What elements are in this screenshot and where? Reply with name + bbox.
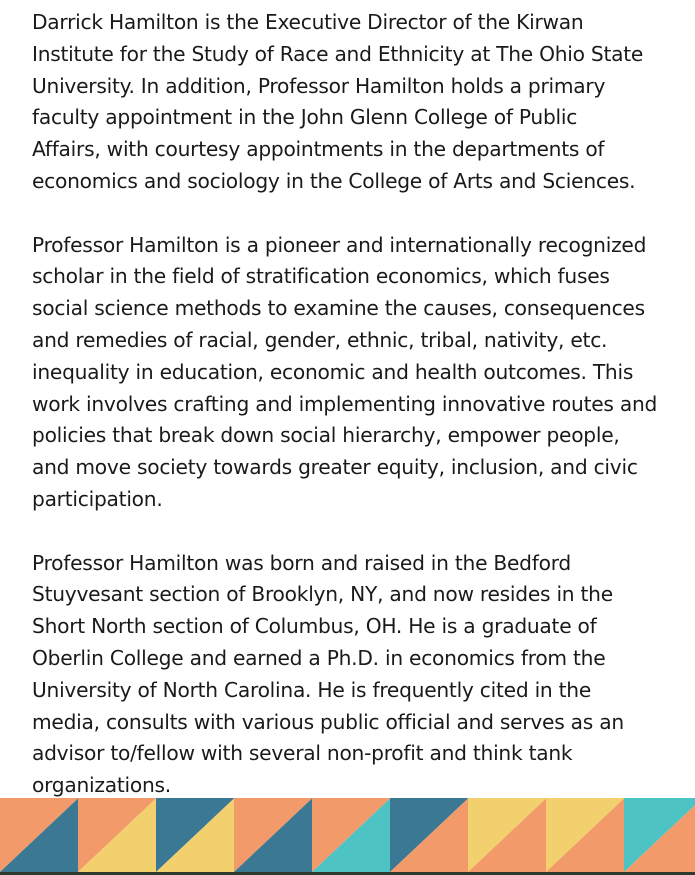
- pattern-tile: [390, 798, 469, 872]
- text-line: Professor Hamilton is a pioneer and internationally recognized: [32, 232, 647, 257]
- pattern-tile: [234, 798, 313, 872]
- text-line: media, consults with various public official and serves as an: [32, 709, 624, 734]
- pattern-tile: [312, 798, 391, 872]
- text-line: organizations.: [32, 773, 171, 798]
- pattern-tile: [156, 798, 235, 872]
- text-line: Darrick Hamilton is the Executive Director of the Kirwan: [32, 10, 584, 34]
- pattern-tile: [0, 798, 79, 872]
- text-line: Institute for the Study of Race and Ethnicity at The Ohio State: [32, 41, 644, 66]
- pattern-tile: [468, 798, 547, 872]
- text-line: inequality in education, economic and health outcomes. This: [32, 359, 634, 384]
- text-line: Stuyvesant section of Brooklyn, NY, and now resides in the: [32, 582, 613, 607]
- text-line: social science methods to examine the causes, consequences: [32, 296, 645, 321]
- bio-paragraph-2: [32, 230, 682, 516]
- text-line: economics and sociology in the College of Arts and Sciences.: [32, 168, 636, 193]
- text-line: Professor Hamilton was born and raised in the Bedford: [32, 550, 571, 575]
- text-line: advisor to/fellow with several non-profit and think tank: [32, 741, 573, 766]
- decorative-triangle-band: [0, 798, 695, 872]
- bio-paragraph-1: [32, 7, 682, 198]
- text-line: work involves crafting and implementing innovative routes and: [32, 391, 658, 416]
- text-line: Short North section of Columbus, OH. He is a graduate of: [32, 614, 597, 639]
- text-line: faculty appointment in the John Glenn College of Public: [32, 105, 578, 130]
- text-line: Affairs, with courtesy appointments in the departments of: [32, 137, 605, 162]
- text-line: policies that break down social hierarchy, empower people,: [32, 423, 620, 448]
- pattern-tile: [546, 798, 625, 872]
- text-line: and move society towards greater equity, inclusion, and civic: [32, 455, 638, 480]
- text-line: and remedies of racial, gender, ethnic, tribal, nativity, etc.: [32, 327, 608, 352]
- pattern-tile: [78, 798, 157, 872]
- text-line: scholar in the field of stratification economics, which fuses: [32, 264, 610, 289]
- bio-paragraph-3: [32, 548, 682, 802]
- text-line: University. In addition, Professor Hamilton holds a primary: [32, 73, 606, 98]
- text-line: participation.: [32, 486, 163, 511]
- pattern-tile: [624, 798, 695, 872]
- text-line: University of North Carolina. He is frequently cited in the: [32, 677, 592, 702]
- text-line: Oberlin College and earned a Ph.D. in economics from the: [32, 645, 606, 670]
- bio-text: [32, 7, 682, 834]
